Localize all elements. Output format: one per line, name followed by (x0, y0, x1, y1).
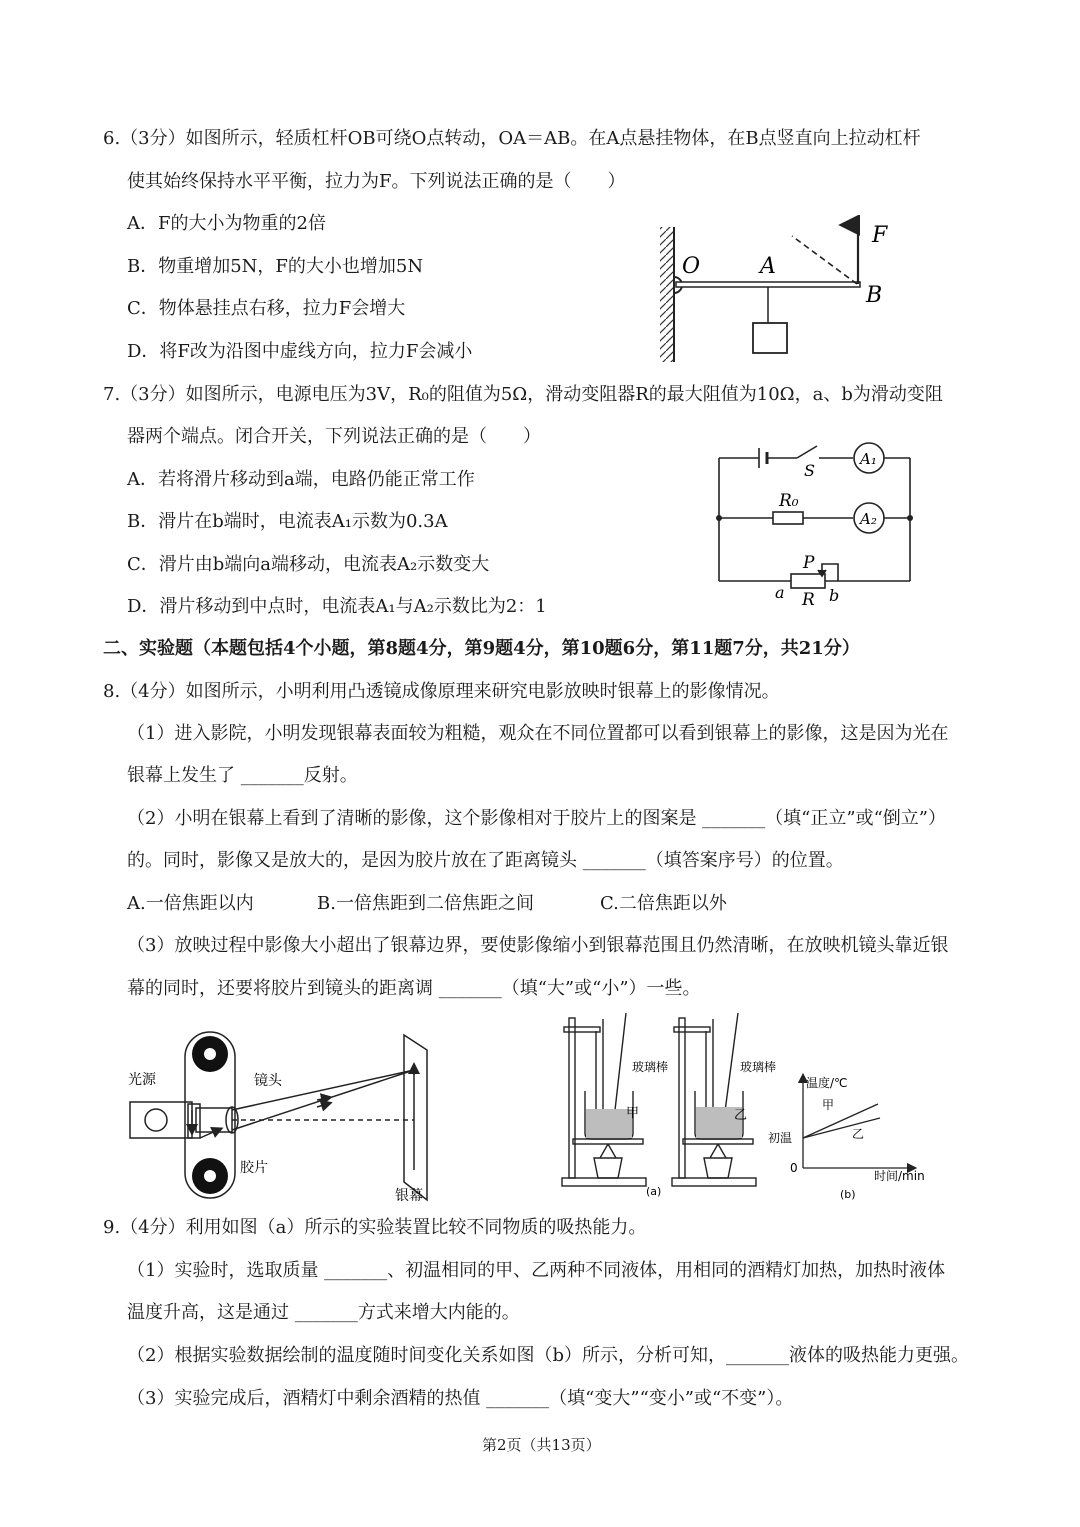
q8-p1-line1: （1）进入影院，小明发现银幕表面较为粗糙，观众在不同位置都可以看到银幕上的影像，这是因为光在 (127, 723, 949, 744)
q8-p3-line2: 幕的同时，还要将胶片到镜头的距离调 _______（填“大”或“小”）一些。 (127, 978, 701, 999)
series-label-jia: 甲 (822, 1098, 835, 1112)
label-rod-2: 玻璃棒 (740, 1060, 777, 1074)
label-screen: 银幕 (395, 1188, 423, 1204)
q7-option-c: C．滑片由b端向a端移动，电流表A₂示数变大 (127, 554, 490, 575)
label-r0: R₀ (779, 491, 799, 511)
q6-option-b: B．物重增加5N，F的大小也增加5N (127, 256, 424, 277)
heating-apparatus-figure (556, 1013, 796, 1203)
q7-option-b: B．滑片在b端时，电流表A₁示数为0.3A (127, 511, 448, 532)
series-label-yi: 乙 (852, 1127, 865, 1141)
q9-p3: （3）实验完成后，酒精灯中剩余酒精的热值 _______（填“变大”“变小”或“不变”）。 (127, 1388, 794, 1409)
dashed-direction (792, 236, 857, 284)
label-a2: A₂ (860, 510, 877, 528)
lever-bar (676, 282, 860, 287)
q6-line2: 使其始终保持水平平衡，拉力为F。下列说法正确的是（ ） (127, 171, 626, 192)
label-rod-1: 玻璃棒 (632, 1060, 669, 1074)
q7-line1: 7.（3分）如图所示，电源电压为3V，R₀的阻值为5Ω，滑动变阻器R的最大阻值为10Ω，a、b为滑动变阻 (103, 384, 943, 405)
q8-p1-line2: 银幕上发生了 _______反射。 (127, 765, 358, 786)
label-b: B (866, 283, 883, 308)
hanging-block (753, 323, 787, 353)
section2-heading: 二、实验题（本题包括4个小题，第8题4分，第9题4分，第10题6分，第11题7分，共21分） (103, 638, 860, 659)
label-a1: A₁ (860, 450, 877, 468)
label-a: A (760, 254, 776, 279)
x-axis-label: 时间/min (874, 1169, 925, 1183)
y-axis-label: 温度/℃ (806, 1076, 848, 1090)
label-r: R (802, 590, 815, 610)
label-b-end: b (829, 586, 840, 605)
lever-figure (650, 215, 910, 370)
init-temp-label: 初温 (768, 1131, 793, 1145)
q7-line2: 器两个端点。闭合开关，下列说法正确的是（ ） (127, 426, 541, 447)
label-jia-beaker: 甲 (626, 1106, 640, 1121)
page-number: 第2页（共13页） (482, 1436, 601, 1454)
label-s: S (804, 461, 815, 480)
label-a-end: a (775, 583, 785, 602)
label-p: P (803, 553, 815, 573)
label-f: F (872, 223, 888, 248)
q8-p2-line2: 的。同时，影像又是放大的，是因为胶片放在了距离镜头 _______（填答案序号）的位置。 (127, 850, 844, 871)
q9-p1-line1: （1）实验时，选取质量 _______、初温相同的甲、乙两种不同液体，用相同的酒精灯加热，加热时液体 (127, 1260, 946, 1281)
label-yi-beaker: 乙 (734, 1108, 748, 1123)
q6-option-d: D．将F改为沿图中虚线方向，拉力F会减小 (127, 341, 473, 362)
q6-option-c: C．物体悬挂点右移，拉力F会增大 (127, 298, 406, 319)
q7-option-a: A．若将滑片移动到a端，电路仍能正常工作 (127, 469, 475, 490)
projector-figure (122, 1030, 447, 1208)
q8-choice-c: C.二倍焦距以外 (600, 893, 727, 914)
label-o: O (682, 254, 701, 279)
q8-choice-a: A.一倍焦距以内 (127, 893, 254, 914)
q9-p1-line2: 温度升高，这是通过 _______方式来增大内能的。 (127, 1302, 520, 1323)
origin-label: 0 (790, 1161, 798, 1175)
label-light-source: 光源 (128, 1072, 156, 1088)
caption-b: (b) (840, 1188, 856, 1201)
temperature-graph (766, 1072, 941, 1204)
q6-option-a: A．F的大小为物重的2倍 (127, 213, 326, 234)
q8-p2-line1: （2）小明在银幕上看到了清晰的影像，这个影像相对于胶片上的图案是 _______（填“正立”或“倒立”） (127, 808, 946, 829)
wall (660, 227, 674, 362)
label-film: 胶片 (240, 1160, 268, 1176)
q8-stem: 8.（4分）如图所示，小明利用凸透镜成像原理来研究电影放映时银幕上的影像情况。 (103, 681, 780, 702)
q8-p3-line1: （3）放映过程中影像大小超出了银幕边界，要使影像缩小到银幕范围且仍然清晰，在放映机镜头靠近银 (127, 935, 949, 956)
q7-option-d: D．滑片移动到中点时，电流表A₁与A₂示数比为2：1 (127, 596, 547, 617)
q6-line1: 6.（3分）如图所示，轻质杠杆OB可绕O点转动，OA＝AB。在A点悬挂物体，在B点竖直向上拉动杠杆 (103, 128, 921, 149)
label-lens: 镜头 (254, 1073, 282, 1089)
q9-p2: （2）根据实验数据绘制的温度随时间变化关系如图（b）所示，分析可知，_______液体的吸热能力更强。 (127, 1345, 969, 1366)
q9-stem: 9.（4分）利用如图（a）所示的实验装置比较不同物质的吸热能力。 (103, 1217, 647, 1238)
q8-choice-b: B.一倍焦距到二倍焦距之间 (317, 893, 534, 914)
circuit-figure (705, 438, 920, 610)
caption-a: (a) (646, 1185, 662, 1198)
